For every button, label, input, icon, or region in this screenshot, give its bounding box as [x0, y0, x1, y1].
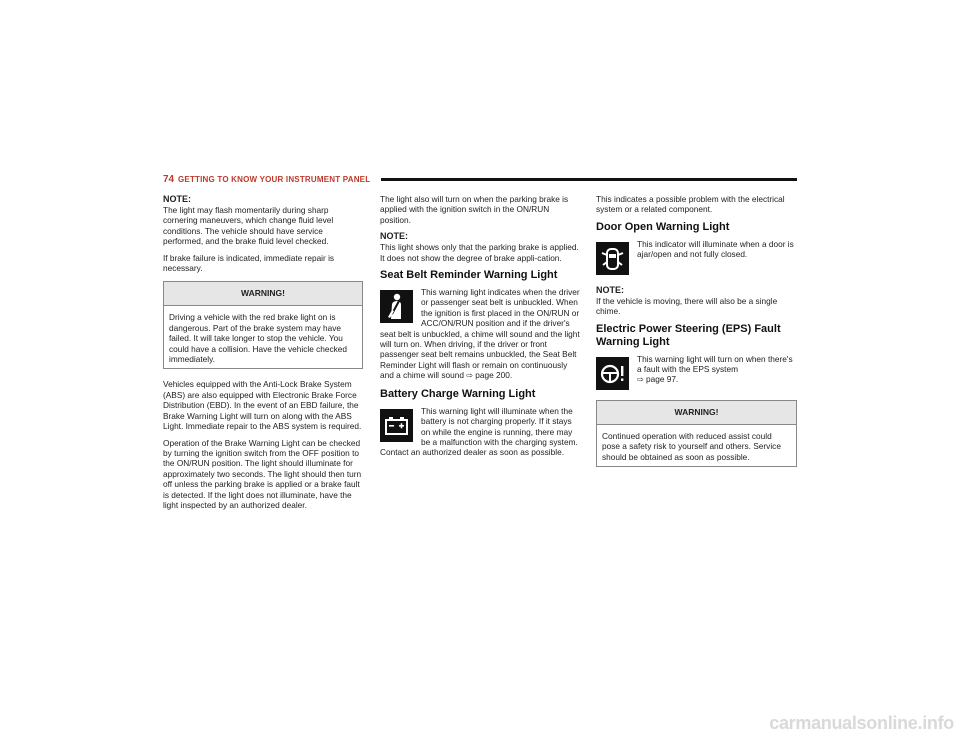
warning-text: Continued operation with reduced assist could pose a safety risk to yourself and others. Service should be obtained as soon as possible.	[602, 430, 781, 462]
note-label: NOTE:	[163, 194, 191, 204]
heading-door: Door Open Warning Light	[596, 220, 730, 233]
section-title: GETTING TO KNOW YOUR INSTRUMENT PANEL	[178, 175, 371, 184]
column-3	[596, 194, 797, 477]
door-text: This indicator will illuminate when a door is ajar/open and not fully closed.	[637, 238, 794, 260]
warning-title: WARNING!	[164, 282, 362, 306]
battery-text: This warning light will illuminate when the battery is not charging properly. If it stays on while the engine is running, there may be a malfunction with the charging system. Contact an authorized dealer as soon as possible.	[380, 405, 578, 458]
heading-seatbelt: Seat Belt Reminder Warning Light	[380, 269, 558, 282]
seatbelt-warning-icon	[380, 290, 413, 323]
steering-fault-icon	[596, 357, 629, 390]
door-open-icon	[596, 242, 629, 275]
paragraph: Operation of the Brake Warning Light can be checked by turning the ignition switch from the OFF position to the ON/RUN position. The light should illuminate for approximately two seconds. The light should then turn off unless the parking brake is applied or a brake fault is detected. If the light does not illuminate, have the light inspected by an authorized dealer.	[163, 437, 362, 510]
page-header	[163, 176, 797, 185]
page-ref-link[interactable]: page 200.	[475, 370, 513, 381]
heading-eps: Electric Power Steering (EPS) Fault Warning Light	[596, 322, 781, 348]
paragraph: The light also will turn on when the parking brake is applied with the ignition switch in the ON/RUN position.	[380, 194, 569, 225]
note-text: This light shows only that the parking brake is applied. It does not show the degree of brake appli-cation.	[380, 242, 579, 263]
paragraph: If brake failure is indicated, immediate repair is necessary.	[163, 252, 335, 274]
watermark-text: carmanualsonline.info	[769, 713, 954, 733]
note-text: The light may flash momentarily during sharp cornering maneuvers, which change fluid level conditions. The vehicle should have service performed, and the brake fluid level checked.	[163, 205, 334, 247]
eps-text: This warning light will turn on when there's a fault with the EPS system ⇨ page 97.	[637, 353, 793, 385]
note-label: NOTE:	[596, 284, 624, 295]
warning-title: WARNING!	[597, 401, 796, 425]
page-ref-arrow-icon: ⇨	[466, 371, 473, 381]
column-1	[163, 194, 363, 516]
page-ref-arrow-icon: ⇨	[637, 375, 644, 385]
note-label: NOTE:	[380, 231, 408, 242]
battery-warning-icon	[380, 409, 413, 442]
page-number: 74	[163, 174, 175, 185]
warning-box	[163, 281, 363, 369]
column-2	[380, 194, 580, 464]
header-rule	[381, 178, 797, 181]
paragraph: Vehicles equipped with the Anti-Lock Brake System (ABS) are also equipped with Electronic Brake Force Distribution (EBD). In the event of an EBD failure, the Brake Warning Light will turn on along with the ABS Light. Immediate repair to the ABS system is required.	[163, 379, 362, 432]
warning-body	[597, 425, 796, 466]
seatbelt-text: This warning light indicates when the driver or passenger seat belt is unbuckled. When the ignition is first placed in the ON/RUN or ACC/ON/RUN position and if the driver's seat belt is unbuckled, a chime will sound and the light will turn on. When driving, if the driver or front passenger seat belt remains unbuckled, the Seat Belt Reminder Light will flash or remain on continuously and a chime will sound ⇨ page 200.	[380, 287, 580, 381]
note-text: If the vehicle is moving, there will also be a single chime.	[596, 295, 778, 317]
page-ref-link[interactable]: page 97.	[646, 374, 679, 385]
warning-text: Driving a vehicle with the red brake light on is dangerous. Part of the brake system may have failed. It will take longer to stop the vehicle. You could have a collision. Have the vehicle checked immediately.	[169, 312, 348, 365]
heading-battery: Battery Charge Warning Light	[380, 387, 536, 400]
warning-body	[164, 306, 362, 368]
warning-box	[596, 400, 797, 467]
paragraph: This indicates a possible problem with the electrical system or a related component.	[596, 194, 785, 215]
